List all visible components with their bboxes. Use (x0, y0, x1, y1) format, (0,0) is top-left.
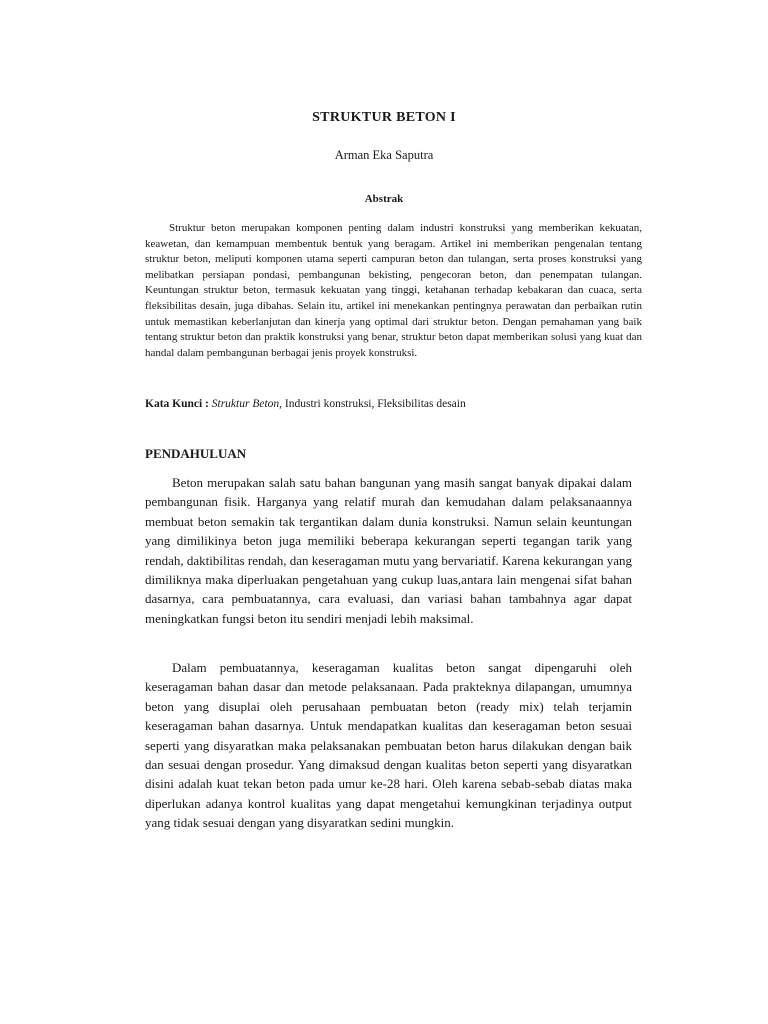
document-title: STRUKTUR BETON I (312, 110, 456, 125)
author-name: Arman Eka Saputra (334, 148, 434, 162)
body-paragraph: Dalam pembuatannya, keseragaman kualitas beton sangat dipengaruhi oleh keseragaman bahan dasar dan metode pelaksanaan. Pada prakteknya dilapangan, umumnya beton yang disuplai oleh perusahaan pembuatan beton (ready mix) telah terjamin keseragaman bahan dasarnya. Untuk mendapatkan kualitas dan keseragaman beton sesuai seperti yang disyaratkan maka pelaksanakan pembuatan beton harus dilakukan dengan baik dan sesuai dengan prosedur. Yang dimaksud dengan kualitas beton seperti yang disyaratkan disini adalah kuat tekan beton pada umur ke-28 hari. Oleh karena sebab-sebab diatas maka diperlukan adanya kontrol kualitas yang dapat mengetahui kemungkinan terjadinya output yang tidak sesuai dengan yang disyaratkan sedini mungkin. (145, 660, 632, 831)
section-heading-pendahuluan: PENDAHULUAN (145, 446, 247, 461)
keywords-rest: , Industri konstruksi, Fleksibilitas desain (279, 398, 466, 410)
body-paragraph: Beton merupakan salah satu bahan bangunan yang masih sangat banyak dipakai dalam pembangunan fisik. Harganya yang relatif murah dan kemudahan dalam pelaksanaannya membuat beton semakin tak tergantikan dalam dunia konstruksi. Namun selain keuntungan yang dimilikinya beton juga memiliki beberapa kekurangan seperti tegangan tarik yang rendah, daktibilitas rendah, dan keseragaman mutu yang bervariatif. Karena kekurangan yang dimiliknya maka diperluakan pengetahuan yang cukup luas,antara lain mengenai sifat bahan dasarnya, cara pembuatannya, cara evaluasi, dan variasi bahan tambahnya agar dapat meningkatkan fungsi beton itu sendiri menjadi lebih maksimal. (145, 475, 632, 626)
abstract-text: Struktur beton merupakan komponen penting dalam industri konstruksi yang memberikan kekuatan, keawetan, dan kemampuan membentuk bentuk yang beragam. Artikel ini memberikan pengenalan tentang struktur beton, meliputi komponen utama seperti campuran beton dan tulangan, serta proses konstruksi yang melibatkan persiapan pondasi, pembangunan bekisting, pengecoran beton, dan penempatan tulangan. Keuntungan struktur beton, termasuk kekuatan yang tinggi, ketahanan terhadap kebakaran dan cuaca, serta fleksibilitas desain, juga dibahas. Selain itu, artikel ini menekankan pentingnya perawatan dan perbaikan rutin untuk memastikan keberlanjutan dan kinerja yang optimal dari struktur beton. Dengan pemahaman yang baik tentang struktur beton dan praktik konstruksi yang benar, struktur beton dapat memberikan solusi yang kuat dan handal dalam pembangunan berbagai jenis proyek konstruksi. (145, 222, 642, 359)
keywords-label: Kata Kunci : (145, 398, 209, 410)
keywords-line (145, 398, 642, 410)
keywords-italic-term: Struktur Beton (211, 398, 280, 410)
abstract-heading: Abstrak (364, 193, 404, 205)
